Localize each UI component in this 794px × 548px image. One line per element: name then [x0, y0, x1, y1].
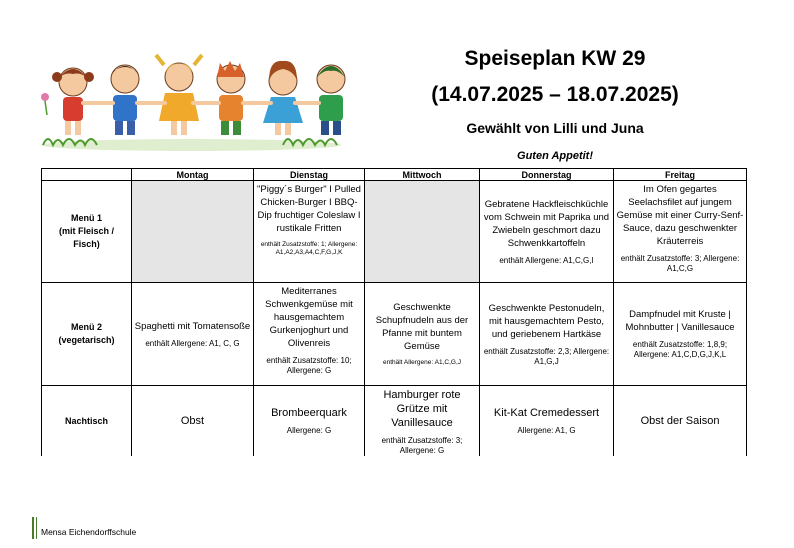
- dish-name: Brombeerquark: [271, 407, 347, 419]
- greeting: Guten Appetit!: [517, 150, 593, 162]
- dish-name: Obst der Saison: [640, 415, 720, 427]
- menu-cell: [132, 386, 254, 457]
- table-row-menu1: [42, 181, 747, 283]
- dish-name: Geschwenkte Schupfnudeln aus der Pfanne mit buntem Gemüse: [375, 302, 469, 352]
- menu-cell: [480, 283, 614, 386]
- dish-info: enthält Zusatzstoffe: 1; Allergene: A1,A2,A3,A4,C,F,G,J,K: [260, 241, 358, 256]
- dish-info: enthält Zusatzstoffe: 10; Allergene: G: [266, 356, 352, 375]
- menu-cell: [614, 386, 747, 457]
- table-row-dessert: [42, 386, 747, 457]
- dish-name: "Piggy´s Burger" I Pulled Chicken-Burger I BBQ-Dip fruchtiger Coleslaw I rustikale Fritten: [257, 184, 361, 234]
- menu-cell: [614, 181, 747, 283]
- dish-name: Kit-Kat Cremedessert: [493, 407, 600, 419]
- day-header: Montag: [132, 169, 254, 181]
- dish-name: Geschwenkte Pestonudeln, mit hausgemachtem Pesto, und geriebenem Hartkäse: [488, 302, 605, 340]
- dish-name: Dampfnudel mit Kruste | Mohnbutter | Vanillesauce: [625, 309, 735, 333]
- dish-name: Hamburger rote Grütze mit Vanillesauce: [383, 389, 461, 429]
- dish-name: Obst: [180, 415, 205, 427]
- dish-info: Allergene: A1, G: [517, 426, 576, 435]
- menu-cell: [365, 283, 480, 386]
- menu-cell: [614, 283, 747, 386]
- dish-info: enthält Allergene: A1,C,G,I: [499, 255, 594, 265]
- table-row-menu2: [42, 283, 747, 386]
- dish-info: Allergene: G: [286, 426, 332, 435]
- menu-cell: [132, 283, 254, 386]
- dish-info: enthält Zusatzstoffe: 2,3; Allergene: A1,G,J: [483, 346, 610, 366]
- row-label-menu1: Menü 1 (mit Fleisch / Fisch): [42, 181, 132, 283]
- dish-info: enthält Zusatzstoffe: 3; Allergene: G: [381, 436, 463, 455]
- menu-table: [41, 168, 747, 456]
- day-header: Donnerstag: [480, 169, 614, 181]
- children-illustration: [33, 45, 349, 152]
- page-title: Speiseplan KW 29: [464, 47, 646, 70]
- header-corner: [42, 169, 132, 181]
- dish-info: enthält Zusatzstoffe: 3; Allergene: A1,C,G: [620, 254, 740, 273]
- row-label-dessert: Nachtisch: [42, 386, 132, 457]
- menu-cell: [254, 386, 365, 457]
- day-header: Freitag: [614, 169, 747, 181]
- menu-cell: [365, 386, 480, 457]
- footer-accent-line: [32, 517, 34, 539]
- day-header: Mittwoch: [365, 169, 480, 181]
- dish-name: Gebratene Hackfleischküchle vom Schwein mit Paprika und Zwiebeln geschmort dazu Schwenkkartoffeln: [483, 198, 610, 249]
- footer-accent-line: [36, 517, 37, 539]
- dish-info: enthält Allergene: A1, C, G: [145, 338, 240, 348]
- dish-name: Mediterranes Schwenkgemüse mit hausgemachtem Gurkenjoghurt und Olivenreis: [265, 286, 353, 349]
- dish-info: enthält Zusatzstoffe: 1,8,9; Allergene: A1,C,D,G,J,K,L: [632, 340, 728, 359]
- menu-cell: [254, 181, 365, 283]
- menu-cell: [254, 283, 365, 386]
- row-label-menu2: Menü 2 (vegetarisch): [42, 283, 132, 386]
- dish-name: Spaghetti mit Tomatensoße: [134, 320, 251, 332]
- menu-cell: [132, 181, 254, 283]
- menu-cell: [365, 181, 480, 283]
- table-header-row: [42, 169, 747, 181]
- footer-school-name: Mensa Eichendorffschule: [41, 527, 137, 537]
- date-range: (14.07.2025 – 18.07.2025): [431, 83, 679, 106]
- menu-cell: [480, 181, 614, 283]
- dish-name: Im Ofen gegartes Seelachsfilet auf jungem Gemüse mit einer Curry-Senf-Sauce, dazu geschwenkter Kräuterreis: [616, 184, 744, 247]
- menu-cell: [480, 386, 614, 457]
- dish-info: enthält Allergene: A1,C,G,J: [382, 359, 462, 366]
- day-header: Dienstag: [254, 169, 365, 181]
- chosen-by: Gewählt von Lilli und Juna: [466, 120, 644, 136]
